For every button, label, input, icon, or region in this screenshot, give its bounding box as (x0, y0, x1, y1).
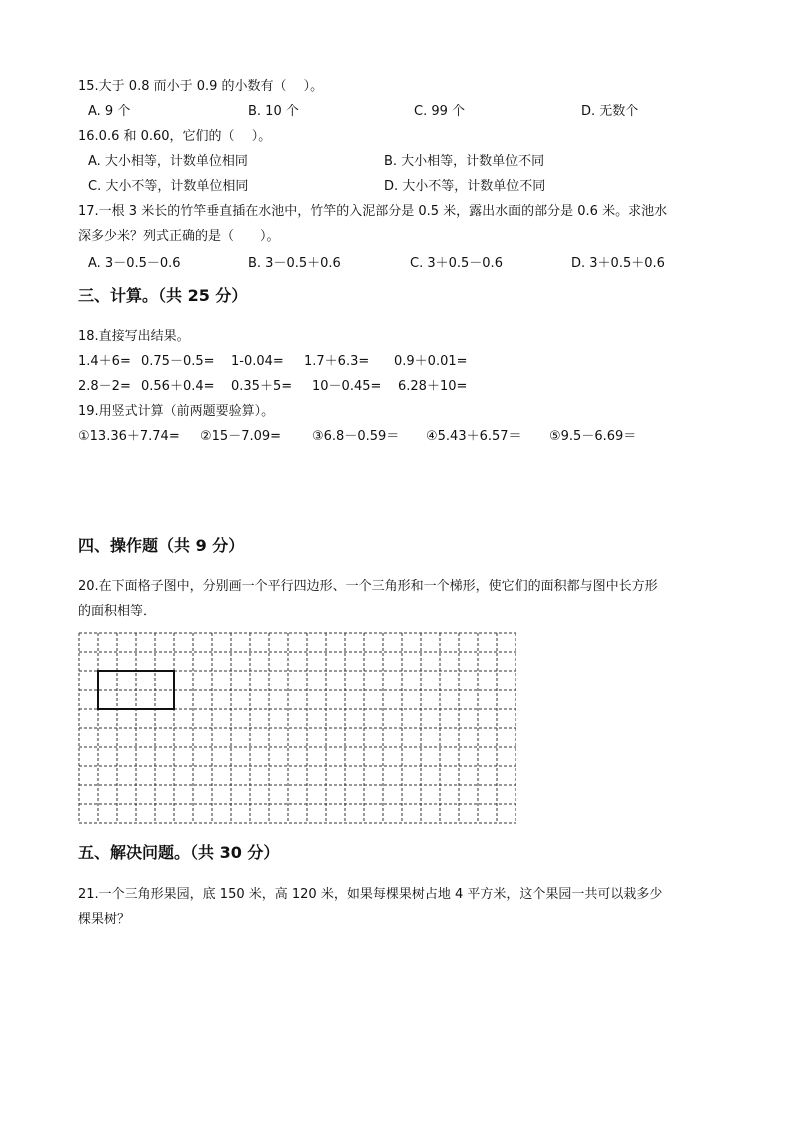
q18-row1-item3: 1-0.04= (231, 354, 284, 369)
q17-option-d: D. 3＋0.5＋0.6 (571, 256, 665, 271)
q15-stem: 15.大于 0.8 而小于 0.9 的小数有（ ）。 (78, 79, 324, 94)
q16-option-d: D. 大小不等，计数单位不同 (384, 179, 546, 194)
q18-row2-item5: 6.28＋10= (398, 379, 468, 394)
q17-stem-line1: 17.一根 3 米长的竹竿垂直插在水池中，竹竿的入泥部分是 0.5 米，露出水面的部分是 0.6 米。求池水 (78, 204, 668, 219)
q16-option-c: C. 大小不等，计数单位相同 (88, 179, 249, 194)
q20-stem-line1: 20.在下面格子图中，分别画一个平行四边形、一个三角形和一个梯形，使它们的面积都与图中长方形 (78, 579, 658, 594)
q20-stem-line2: 的面积相等． (78, 604, 157, 619)
q15-option-a: A. 9 个 (88, 104, 131, 119)
q21-stem-line1: 21.一个三角形果园，底 150 米，高 120 米，如果每棵果树占地 4 平方米，这个果园一共可以栽多少 (78, 887, 663, 902)
q15-option-b: B. 10 个 (248, 104, 299, 119)
q19-item4: ④5.43＋6.57＝ (426, 429, 522, 444)
q18-row2-item3: 0.35＋5= (231, 379, 293, 394)
q18-row2-item4: 10－0.45= (312, 379, 382, 394)
q18-row1-item2: 0.75－0.5= (141, 354, 215, 369)
q17-option-c: C. 3＋0.5－0.6 (410, 256, 503, 271)
q19-item3: ③6.8－0.59＝ (312, 429, 400, 444)
q19-item2: ②15－7.09= (200, 429, 282, 444)
q18-row2-item1: 2.8－2= (78, 379, 131, 394)
section-3-title: 三、计算。（共 25 分） (78, 286, 248, 305)
q15-option-d: D. 无数个 (581, 104, 639, 119)
section-5-title: 五、解决问题。（共 30 分） (78, 843, 280, 862)
q21-stem-line2: 棵果树？ (78, 912, 131, 927)
q18-stem: 18.直接写出结果。 (78, 329, 190, 344)
q18-row1-item1: 1.4＋6= (78, 354, 131, 369)
q17-option-b: B. 3－0.5＋0.6 (248, 256, 341, 271)
q16-option-a: A. 大小相等，计数单位相同 (88, 154, 248, 169)
q16-option-b: B. 大小相等，计数单位不同 (384, 154, 545, 169)
q17-stem-line2: 深多少米？列式正确的是（ ）。 (78, 229, 280, 244)
q19-item5: ⑤9.5－6.69＝ (549, 429, 637, 444)
q19-stem: 19.用竖式计算（前两题要验算）。 (78, 404, 275, 419)
section-4-title: 四、操作题（共 9 分） (78, 536, 245, 555)
square-grid[interactable] (78, 632, 516, 824)
q15-option-c: C. 99 个 (414, 104, 466, 119)
q16-stem: 16.0.6 和 0.60，它们的（ ）。 (78, 129, 272, 144)
q18-row2-item2: 0.56＋0.4= (141, 379, 215, 394)
q19-item1: ①13.36＋7.74= (78, 429, 180, 444)
q18-row1-item4: 1.7＋6.3= (304, 354, 370, 369)
q18-row1-item5: 0.9＋0.01= (394, 354, 468, 369)
q17-option-a: A. 3－0.5－0.6 (88, 256, 181, 271)
